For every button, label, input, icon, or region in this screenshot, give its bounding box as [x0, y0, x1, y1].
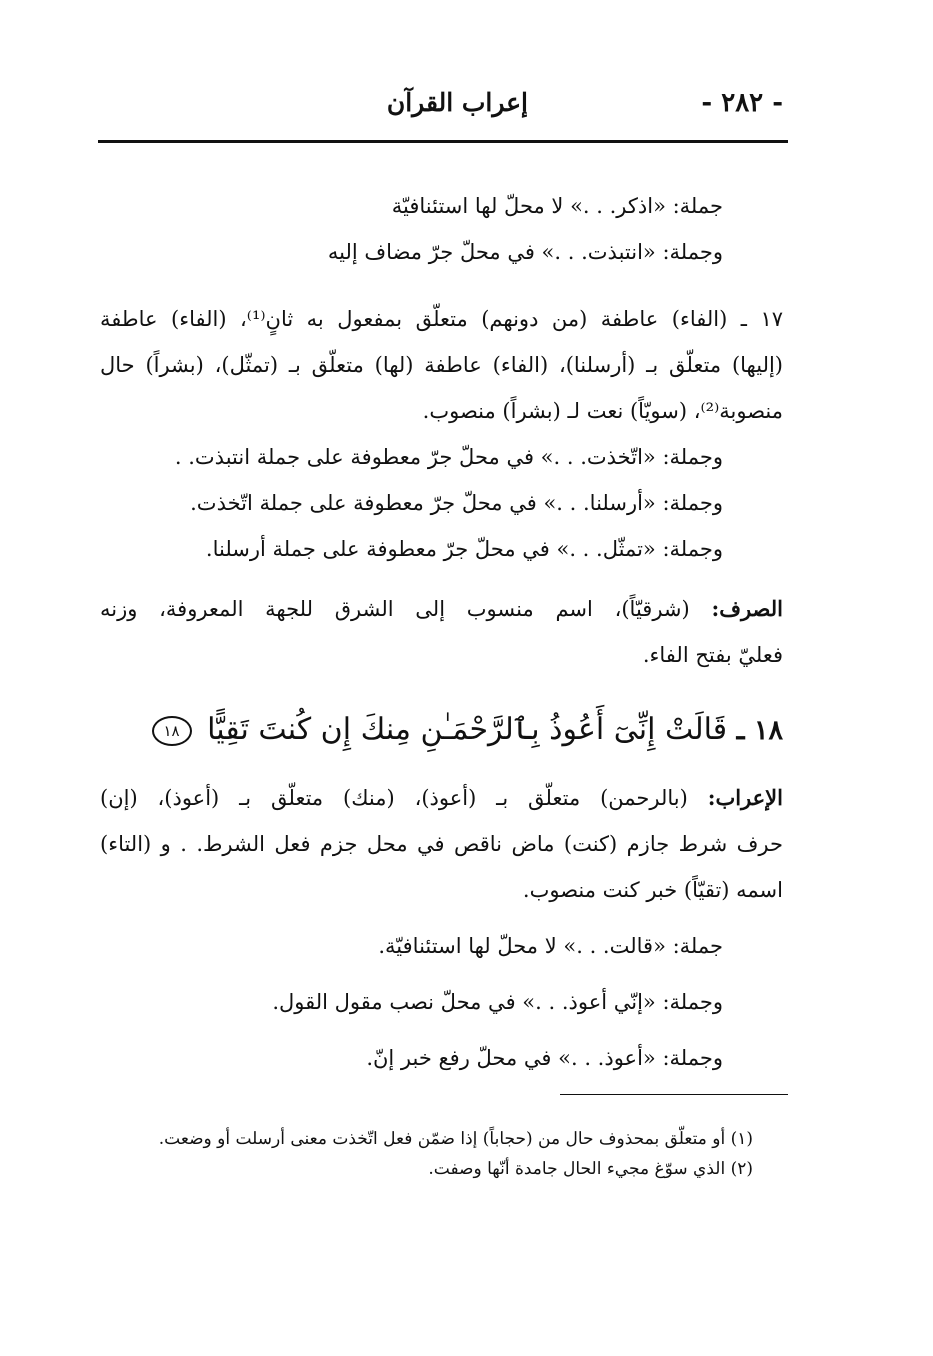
- running-title: إعراب القرآن: [386, 88, 528, 117]
- footnote-2: (٢) الذي سوّغ مجيء الحال جامدة أنّها وصفت.: [428, 1159, 753, 1179]
- paragraph-line: [100, 775, 783, 821]
- sarf-text: (شرقيّاً)، اسم منسوب إلى الشرق للجهة المعروفة، وزنه: [100, 597, 690, 621]
- page-number: - ٢٨٢ -: [701, 88, 783, 118]
- verse-18: [100, 700, 783, 761]
- header-rule: [98, 140, 788, 143]
- sentence-line: جملة: «اذكر. . .» لا محلّ لها استئنافيّة: [391, 194, 723, 218]
- page-header: [100, 88, 783, 128]
- top-sentences: [100, 183, 783, 275]
- sentence-line: جملة: «قالت. . .» لا محلّ لها استئنافيّة.: [378, 934, 723, 958]
- sentence-line: وجملة: «إنّي أعوذ. . .» في محلّ نصب مقول القول.: [272, 990, 723, 1014]
- sentence-line: وجملة: «اتّخذت. . .» في محلّ جرّ معطوفة على جملة انتبذت. .: [174, 445, 723, 469]
- verse-18-sentences: [100, 918, 783, 1086]
- ayah-end-marker: ١٨: [152, 716, 192, 746]
- verse-number: ١٨ ـ: [736, 715, 783, 746]
- sentence-line: وجملة: «انتبذت. . .» في محلّ جرّ مضاف إليه: [327, 240, 723, 264]
- sarf-section: [100, 586, 783, 678]
- sarf-label: الصرف:: [711, 596, 783, 621]
- paragraph-line: ١٧ ـ (الفاء) عاطفة (من دونهم) متعلّق بمفعول به ثانٍ⁽¹⁾، (الفاء) عاطفة: [100, 307, 783, 331]
- paragraph-line: اسمه (تقيّاً) خبر كنت منصوب.: [522, 878, 783, 902]
- footnotes: [110, 1124, 753, 1184]
- sentence-line: وجملة: «تمثّل. . .» في محلّ جرّ معطوفة على جملة أرسلنا.: [205, 537, 723, 561]
- verse-18-irab: [100, 775, 783, 913]
- paragraph-line: فعليّ بفتح الفاء.: [642, 643, 783, 667]
- sentence-line: وجملة: «أعوذ. . .» في محلّ رفع خبر إنّ.: [366, 1046, 723, 1070]
- paragraph-line: منصوبة⁽²⁾، (سويّاً) نعت لـ (بشراً) منصوب.: [422, 399, 783, 423]
- ayah-text: قَالَتْ إِنِّىٓ أَعُوذُ بِٱلرَّحْمَـٰنِ مِنكَ إِن كُنتَ تَقِيًّا: [207, 712, 728, 747]
- paragraph-line: [100, 586, 783, 632]
- irab-label: الإعراب:: [707, 785, 783, 810]
- verse-17-analysis: [100, 296, 783, 572]
- footnote-1: (١) أو متعلّق بمحذوف حال من (حجاباً) إذا ضمّن فعل اتّخذت معنى أرسلت أو وضعت.: [158, 1129, 753, 1149]
- ayah-line: [100, 700, 783, 761]
- sentence-line: وجملة: «أرسلنا. . .» في محلّ جرّ معطوفة على جملة اتّخذت.: [190, 491, 723, 515]
- footnote-rule: [560, 1094, 788, 1095]
- paragraph-line: (إليها) متعلّق بـ (أرسلنا)، (الفاء) عاطفة (لها) متعلّق بـ (تمثّل)، (بشراً) حال: [100, 353, 783, 377]
- irab-text: (بالرحمن) متعلّق بـ (أعوذ)، (منك) متعلّق بـ (أعوذ)، (إن): [100, 786, 688, 810]
- paragraph-line: حرف شرط جازم (كنت) ماض ناقص في محل جزم فعل الشرط. . و (التاء): [100, 832, 783, 856]
